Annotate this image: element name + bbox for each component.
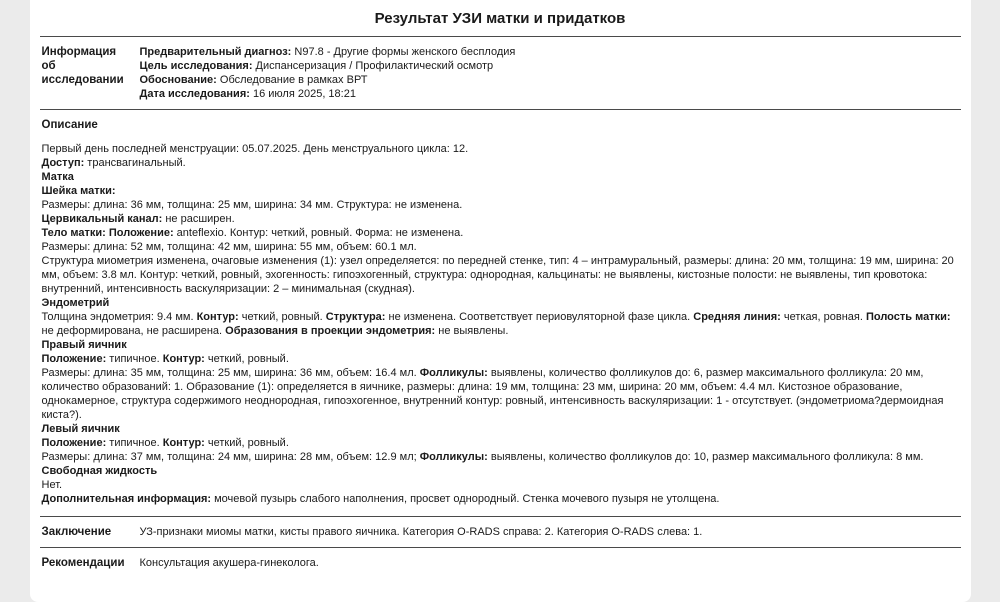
description-line: Первый день последней менструации: 05.07.2025. День менструального цикла: 12. xyxy=(41,143,469,155)
description-line: Цервикальный канал: не расширен. xyxy=(41,213,235,225)
description-body xyxy=(42,142,959,506)
info-row-label: Обоснование: xyxy=(139,74,217,86)
description-line: Толщина эндометрия: 9.4 мм. Контур: четкий, ровный. Структура: не изменена. Соответствует периовуляторной фазе цикла. Средняя линия: четкая, ровная. Полость матки: не деформирована, не расширена. Образования в проекции эндометрия: не выявлены. xyxy=(41,311,951,337)
info-row xyxy=(140,59,959,73)
info-row-value: N97.8 - Другие формы женского бесплодия xyxy=(294,46,516,58)
info-row-label: Дата исследования: xyxy=(139,88,250,100)
description-line: Эндометрий xyxy=(41,297,110,309)
conclusion-section xyxy=(40,517,961,547)
info-row xyxy=(140,45,959,59)
description-line: Левый яичник xyxy=(41,423,120,435)
description-line: Размеры: длина: 35 мм, толщина: 25 мм, ширина: 36 мм, объем: 16.4 мл. Фолликулы: выявлены, количество фолликулов до: 6, размер максимального фолликула: 20 мм, количество образований: 1. Образование (1): определяется в яичнике, размеры: длина: 19 мм, толщина: 23 мм, ширина: 20 мм, объем: 4.4 мл. Кистозное образование, однокамерное, структура содержимого неоднородная, гипоэхогенное, внутренний контур: ровный, интенсивность васкуляризации: 1 - отсутствует. (эндометриома?дермоидная киста?). xyxy=(41,367,944,421)
info-row-value: Диспансеризация / Профилактический осмотр xyxy=(255,60,494,72)
description-line: Структура миометрия изменена, очаговые изменения (1): узел определяется: по передней стенке, тип: 4 – интрамуральный, размеры: длина: 20 мм, толщина: 19 мм, ширина: 20 мм, объем: 3.8 мл. Контур: четкий, ровный, эхогенность: гипоэхогенный, структура: однородная, кальцинаты: не выявлены, кистозные полости: не выявлены, тип кровотока: внутренний, интенсивность васкуляризации: 2 – минимальная (скудная). xyxy=(41,255,954,295)
description-section xyxy=(40,110,961,516)
info-row-value: 16 июля 2025, 18:21 xyxy=(252,88,356,100)
info-rows xyxy=(140,45,959,101)
description-line: Размеры: длина: 37 мм, толщина: 24 мм, ширина: 28 мм, объем: 12.9 мл; Фолликулы: выявлены, количество фолликулов до: 10, размер максимального фолликула: 8 мм. xyxy=(41,451,924,463)
info-section xyxy=(40,37,961,109)
report-title: Результат УЗИ матки и придатков xyxy=(374,10,626,27)
recommendations-text: Консультация акушера-гинеколога. xyxy=(139,557,319,569)
report-page xyxy=(30,0,971,602)
description-line: Шейка матки: xyxy=(41,185,116,197)
description-line: Дополнительная информация: мочевой пузырь слабого наполнения, просвет однородный. Стенка мочевого пузыря не утолщена. xyxy=(41,493,720,505)
description-line: Размеры: длина: 52 мм, толщина: 42 мм, ширина: 55 мм, объем: 60.1 мл. xyxy=(41,241,417,253)
conclusion-text: УЗ-признаки миомы матки, кисты правого яичника. Категория O-RADS справа: 2. Категория O-RADS слева: 1. xyxy=(139,526,703,538)
description-line: Размеры: длина: 36 мм, толщина: 25 мм, ширина: 34 мм. Структура: не изменена. xyxy=(41,199,463,211)
info-section-label: Информация об исследовании xyxy=(41,46,124,86)
recommendations-heading: Рекомендации xyxy=(41,557,125,569)
description-line: Нет. xyxy=(41,479,63,491)
description-line: Матка xyxy=(41,171,74,183)
info-row-value: Обследование в рамках ВРТ xyxy=(219,74,368,86)
recommendations-section xyxy=(40,548,961,578)
description-line: Тело матки: Положение: anteflexio. Контур: четкий, ровный. Форма: не изменена. xyxy=(41,227,464,239)
conclusion-heading: Заключение xyxy=(41,526,112,538)
description-line: Положение: типичное. Контур: четкий, ровный. xyxy=(41,437,289,449)
info-row xyxy=(140,73,959,87)
info-row xyxy=(140,87,959,101)
description-line: Доступ: трансвагинальный. xyxy=(41,157,186,169)
description-line: Правый яичник xyxy=(41,339,127,351)
description-heading: Описание xyxy=(41,119,98,131)
description-line: Свободная жидкость xyxy=(41,465,158,477)
info-row-label: Цель исследования: xyxy=(139,60,253,72)
info-row-label: Предварительный диагноз: xyxy=(139,46,292,58)
description-line: Положение: типичное. Контур: четкий, ровный. xyxy=(41,353,289,365)
